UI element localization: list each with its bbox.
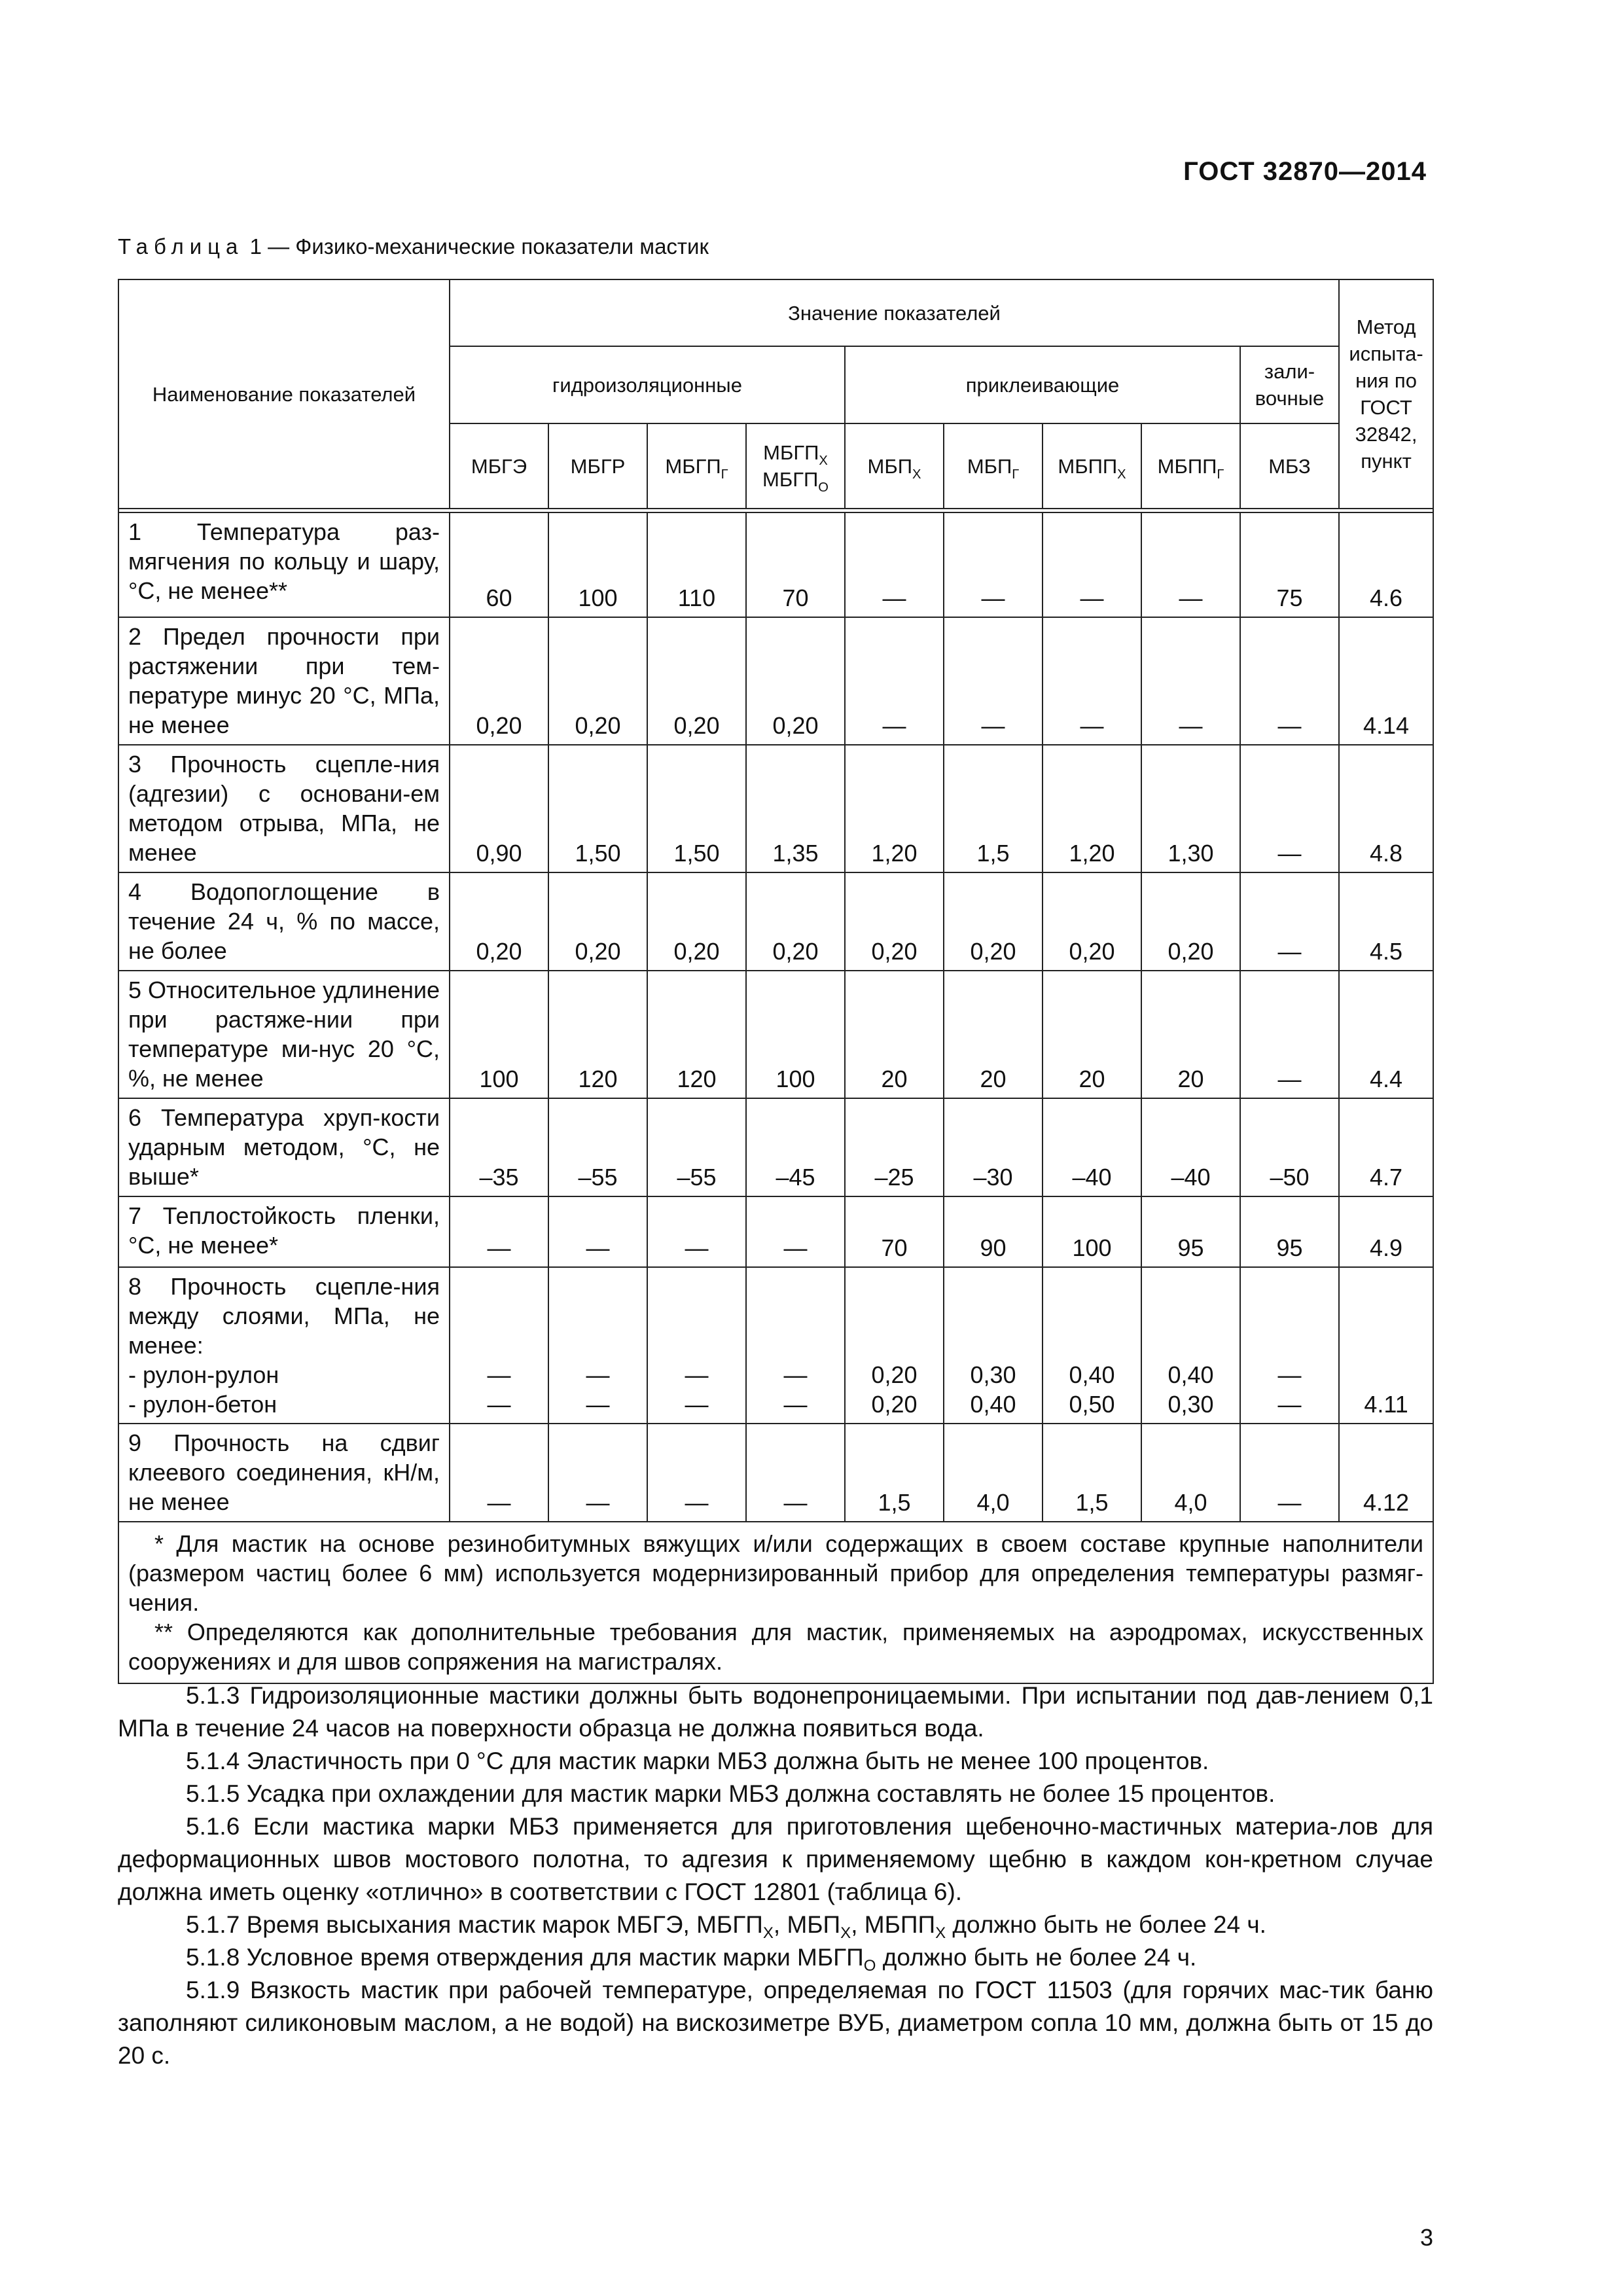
- cell: 1,50: [548, 745, 647, 872]
- cell: 0,20: [450, 872, 548, 971]
- cell: —: [1043, 617, 1141, 745]
- cell: 100: [450, 971, 548, 1098]
- cell: 70: [845, 1196, 944, 1267]
- row-name: 6 Температура хруп-кости ударным методом, °С, не выше*: [118, 1098, 450, 1196]
- page-number: 3: [1419, 2224, 1433, 2251]
- cell: –40: [1141, 1098, 1240, 1196]
- table-caption: [118, 234, 709, 259]
- cell: —: [944, 617, 1043, 745]
- table-row: [118, 512, 1433, 617]
- header-values: Значение показателей: [450, 279, 1339, 346]
- table-row: [118, 1098, 1433, 1196]
- cell: 95: [1141, 1196, 1240, 1267]
- cell: 0,40 0,50: [1043, 1267, 1141, 1424]
- cell: —: [1240, 872, 1339, 971]
- cell: —: [1240, 617, 1339, 745]
- cell: 1,20: [1043, 745, 1141, 872]
- paragraph: 5.1.9 Вязкость мастик при рабочей температуре, определяемая по ГОСТ 11503 (для горячих мас-тик баню заполняют силиконовым маслом, а не водой) на вискозиметре ВУБ, диаметром сопла 10 мм, должна быть от 15 до 20 с.: [118, 1977, 1433, 2069]
- cell: 4,0: [1141, 1424, 1240, 1522]
- brand-mbp-g: $МБП_Г$: [944, 423, 1043, 509]
- table-row: [118, 971, 1433, 1098]
- cell: 20: [1043, 971, 1141, 1098]
- method-cell: 4.4: [1339, 971, 1433, 1098]
- group-pouring: зали-вочные: [1240, 346, 1339, 423]
- cell: —: [1240, 745, 1339, 872]
- cell: 0,20: [746, 617, 845, 745]
- cell: 0,20: [647, 872, 746, 971]
- table-row: [118, 872, 1433, 971]
- row-name: 5 Относительное удлинение при растяже-нии при температуре ми-нус 20 °С, %, не менее: [118, 971, 450, 1098]
- brand-mbz: МБЗ: [1240, 423, 1339, 509]
- method-cell: 4.14: [1339, 617, 1433, 745]
- cell: 1,35: [746, 745, 845, 872]
- paragraph: 5.1.8 Условное время отверждения для мастик марки $МБГП_О$ должно быть не более 24 ч.: [186, 1944, 1197, 1975]
- method-cell: 4.7: [1339, 1098, 1433, 1196]
- cell: 0,40 0,30: [1141, 1267, 1240, 1424]
- row-name: 2 Предел прочности при растяжении при тем-пературе минус 20 °С, МПа, не менее: [118, 617, 450, 745]
- method-cell: 4.8: [1339, 745, 1433, 872]
- paragraph: 5.1.7 Время высыхания мастик марок МБГЭ, $МБГП_Х$, $МБП_Х$, $МБПП_Х$ должно быть не более 24 ч.: [186, 1911, 1266, 1942]
- body-text: [118, 1679, 1433, 2072]
- brand-mbgp-x-o: $МБГП_Х$ $МБГП_О$: [746, 423, 845, 509]
- row-name: 4 Водопоглощение в течение 24 ч, % по массе, не более: [118, 872, 450, 971]
- cell: 70: [746, 512, 845, 617]
- cell: –35: [450, 1098, 548, 1196]
- cell: 0,20: [450, 617, 548, 745]
- cell: –50: [1240, 1098, 1339, 1196]
- properties-table: [118, 279, 1434, 1684]
- cell: — —: [647, 1267, 746, 1424]
- footnote: ** Определяются как дополнительные требования для мастик, применяемых на аэродромах, искусственных сооружениях и для швов сопряжения на магистралях.: [128, 1619, 1424, 1675]
- header-name: Наименование показателей: [118, 279, 450, 509]
- cell: —: [1141, 512, 1240, 617]
- cell: —: [845, 617, 944, 745]
- cell: 0,20: [944, 872, 1043, 971]
- cell: — —: [1240, 1267, 1339, 1424]
- cell: 100: [746, 971, 845, 1098]
- table-footnotes: [118, 1522, 1433, 1683]
- brand-mbge: МБГЭ: [450, 423, 548, 509]
- table-row: [118, 1267, 1433, 1424]
- cell: 95: [1240, 1196, 1339, 1267]
- cell: — —: [746, 1267, 845, 1424]
- cell: 20: [845, 971, 944, 1098]
- cell: —: [647, 1196, 746, 1267]
- cell: 0,20 0,20: [845, 1267, 944, 1424]
- cell: 0,20: [845, 872, 944, 971]
- cell: —: [647, 1424, 746, 1522]
- caption-label: Таблица: [118, 234, 244, 259]
- table-row: [118, 1424, 1433, 1522]
- cell: 0,20: [548, 872, 647, 971]
- cell: 100: [1043, 1196, 1141, 1267]
- cell: —: [450, 1424, 548, 1522]
- cell: —: [1240, 971, 1339, 1098]
- cell: —: [944, 512, 1043, 617]
- cell: –25: [845, 1098, 944, 1196]
- cell: 0,30 0,40: [944, 1267, 1043, 1424]
- cell: 20: [944, 971, 1043, 1098]
- cell: —: [746, 1196, 845, 1267]
- row-name: 9 Прочность на сдвиг клеевого соединения, кН/м, не менее: [118, 1424, 450, 1522]
- cell: 120: [647, 971, 746, 1098]
- cell: 0,20: [1141, 872, 1240, 971]
- cell: — —: [548, 1267, 647, 1424]
- cell: 100: [548, 512, 647, 617]
- brand-mbpp-x: $МБПП_Х$: [1043, 423, 1141, 509]
- table-row: [118, 617, 1433, 745]
- cell: –55: [548, 1098, 647, 1196]
- cell: —: [1141, 617, 1240, 745]
- cell: 1,5: [845, 1424, 944, 1522]
- cell: 1,50: [647, 745, 746, 872]
- row-name: 7 Теплостойкость пленки, °С, не менее*: [118, 1196, 450, 1267]
- cell: 1,5: [944, 745, 1043, 872]
- footnote: * Для мастик на основе резинобитумных вяжущих и/или содержащих в своем составе крупные наполнители (размером частиц более 6 мм) используется модернизированный прибор для определения температуры размяг-чения.: [128, 1530, 1424, 1616]
- cell: —: [746, 1424, 845, 1522]
- cell: 0,90: [450, 745, 548, 872]
- row-subitem: - рулон-рулон: [128, 1361, 279, 1388]
- cell: 120: [548, 971, 647, 1098]
- cell: —: [548, 1196, 647, 1267]
- method-cell: 4.9: [1339, 1196, 1433, 1267]
- paragraph: 5.1.6 Если мастика марки МБЗ применяется для приготовления щебеночно-мастичных материа-лов для деформационных швов мостового полотна, то адгезия к применяемому щебню в каждом кон-кретном случае должна иметь оценку «отлично» в соответствии с ГОСТ 12801 (таблица 6).: [118, 1813, 1433, 1905]
- caption-title: — Физико-механические показатели мастик: [268, 234, 709, 259]
- method-cell: 4.11: [1339, 1267, 1433, 1424]
- brand-mbp-x: $МБП_Х$: [845, 423, 944, 509]
- cell: — —: [450, 1267, 548, 1424]
- cell: —: [845, 512, 944, 617]
- brand-mbgr: МБГР: [548, 423, 647, 509]
- cell: –40: [1043, 1098, 1141, 1196]
- method-cell: 4.12: [1339, 1424, 1433, 1522]
- cell: 0,20: [548, 617, 647, 745]
- table-row: [118, 1196, 1433, 1267]
- cell: 90: [944, 1196, 1043, 1267]
- row-subitem: - рулон-бетон: [128, 1391, 277, 1418]
- brand-mbgp-g: $МБГП_Г$: [647, 423, 746, 509]
- cell: 0,20: [1043, 872, 1141, 971]
- cell: 4,0: [944, 1424, 1043, 1522]
- cell: 60: [450, 512, 548, 617]
- group-adhesive: приклеивающие: [845, 346, 1240, 423]
- cell: 0,20: [647, 617, 746, 745]
- brand-mbpp-g: $МБПП_Г$: [1141, 423, 1240, 509]
- method-cell: 4.6: [1339, 512, 1433, 617]
- cell: –30: [944, 1098, 1043, 1196]
- cell: 1,5: [1043, 1424, 1141, 1522]
- cell: —: [1240, 1424, 1339, 1522]
- cell: 1,30: [1141, 745, 1240, 872]
- table-row: [118, 745, 1433, 872]
- group-waterproofing: гидроизоляционные: [450, 346, 845, 423]
- paragraph: 5.1.3 Гидроизоляционные мастики должны быть водонепроницаемыми. При испытании под дав-лением 0,1 МПа в течение 24 часов на поверхности образца не должна появиться вода.: [118, 1682, 1433, 1742]
- row-name: 1 Температура раз-мягчения по кольцу и шару, °С, не менее**: [118, 512, 450, 617]
- caption-number: 1: [249, 234, 262, 259]
- cell: 20: [1141, 971, 1240, 1098]
- cell: 0,20: [746, 872, 845, 971]
- header-method: Метод испыта-ния по ГОСТ 32842, пункт: [1339, 279, 1433, 509]
- method-cell: 4.5: [1339, 872, 1433, 971]
- cell: 1,20: [845, 745, 944, 872]
- standard-designation: ГОСТ 32870—2014: [1183, 157, 1427, 186]
- row-name: 8 Прочность сцепле-ния между слоями, МПа, не менее: - рулон-рулон - рулон-бетон: [118, 1267, 450, 1424]
- paragraph: 5.1.5 Усадка при охлаждении для мастик марки МБЗ должна составлять не более 15 процентов.: [186, 1780, 1275, 1807]
- paragraph: 5.1.4 Эластичность при 0 °С для мастик марки МБЗ должна быть не менее 100 процентов.: [186, 1748, 1209, 1774]
- row-name: 3 Прочность сцепле-ния (адгезии) с основани-ем методом отрыва, МПа, не менее: [118, 745, 450, 872]
- cell: —: [548, 1424, 647, 1522]
- cell: –45: [746, 1098, 845, 1196]
- cell: –55: [647, 1098, 746, 1196]
- cell: 110: [647, 512, 746, 617]
- cell: —: [450, 1196, 548, 1267]
- cell: 75: [1240, 512, 1339, 617]
- cell: —: [1043, 512, 1141, 617]
